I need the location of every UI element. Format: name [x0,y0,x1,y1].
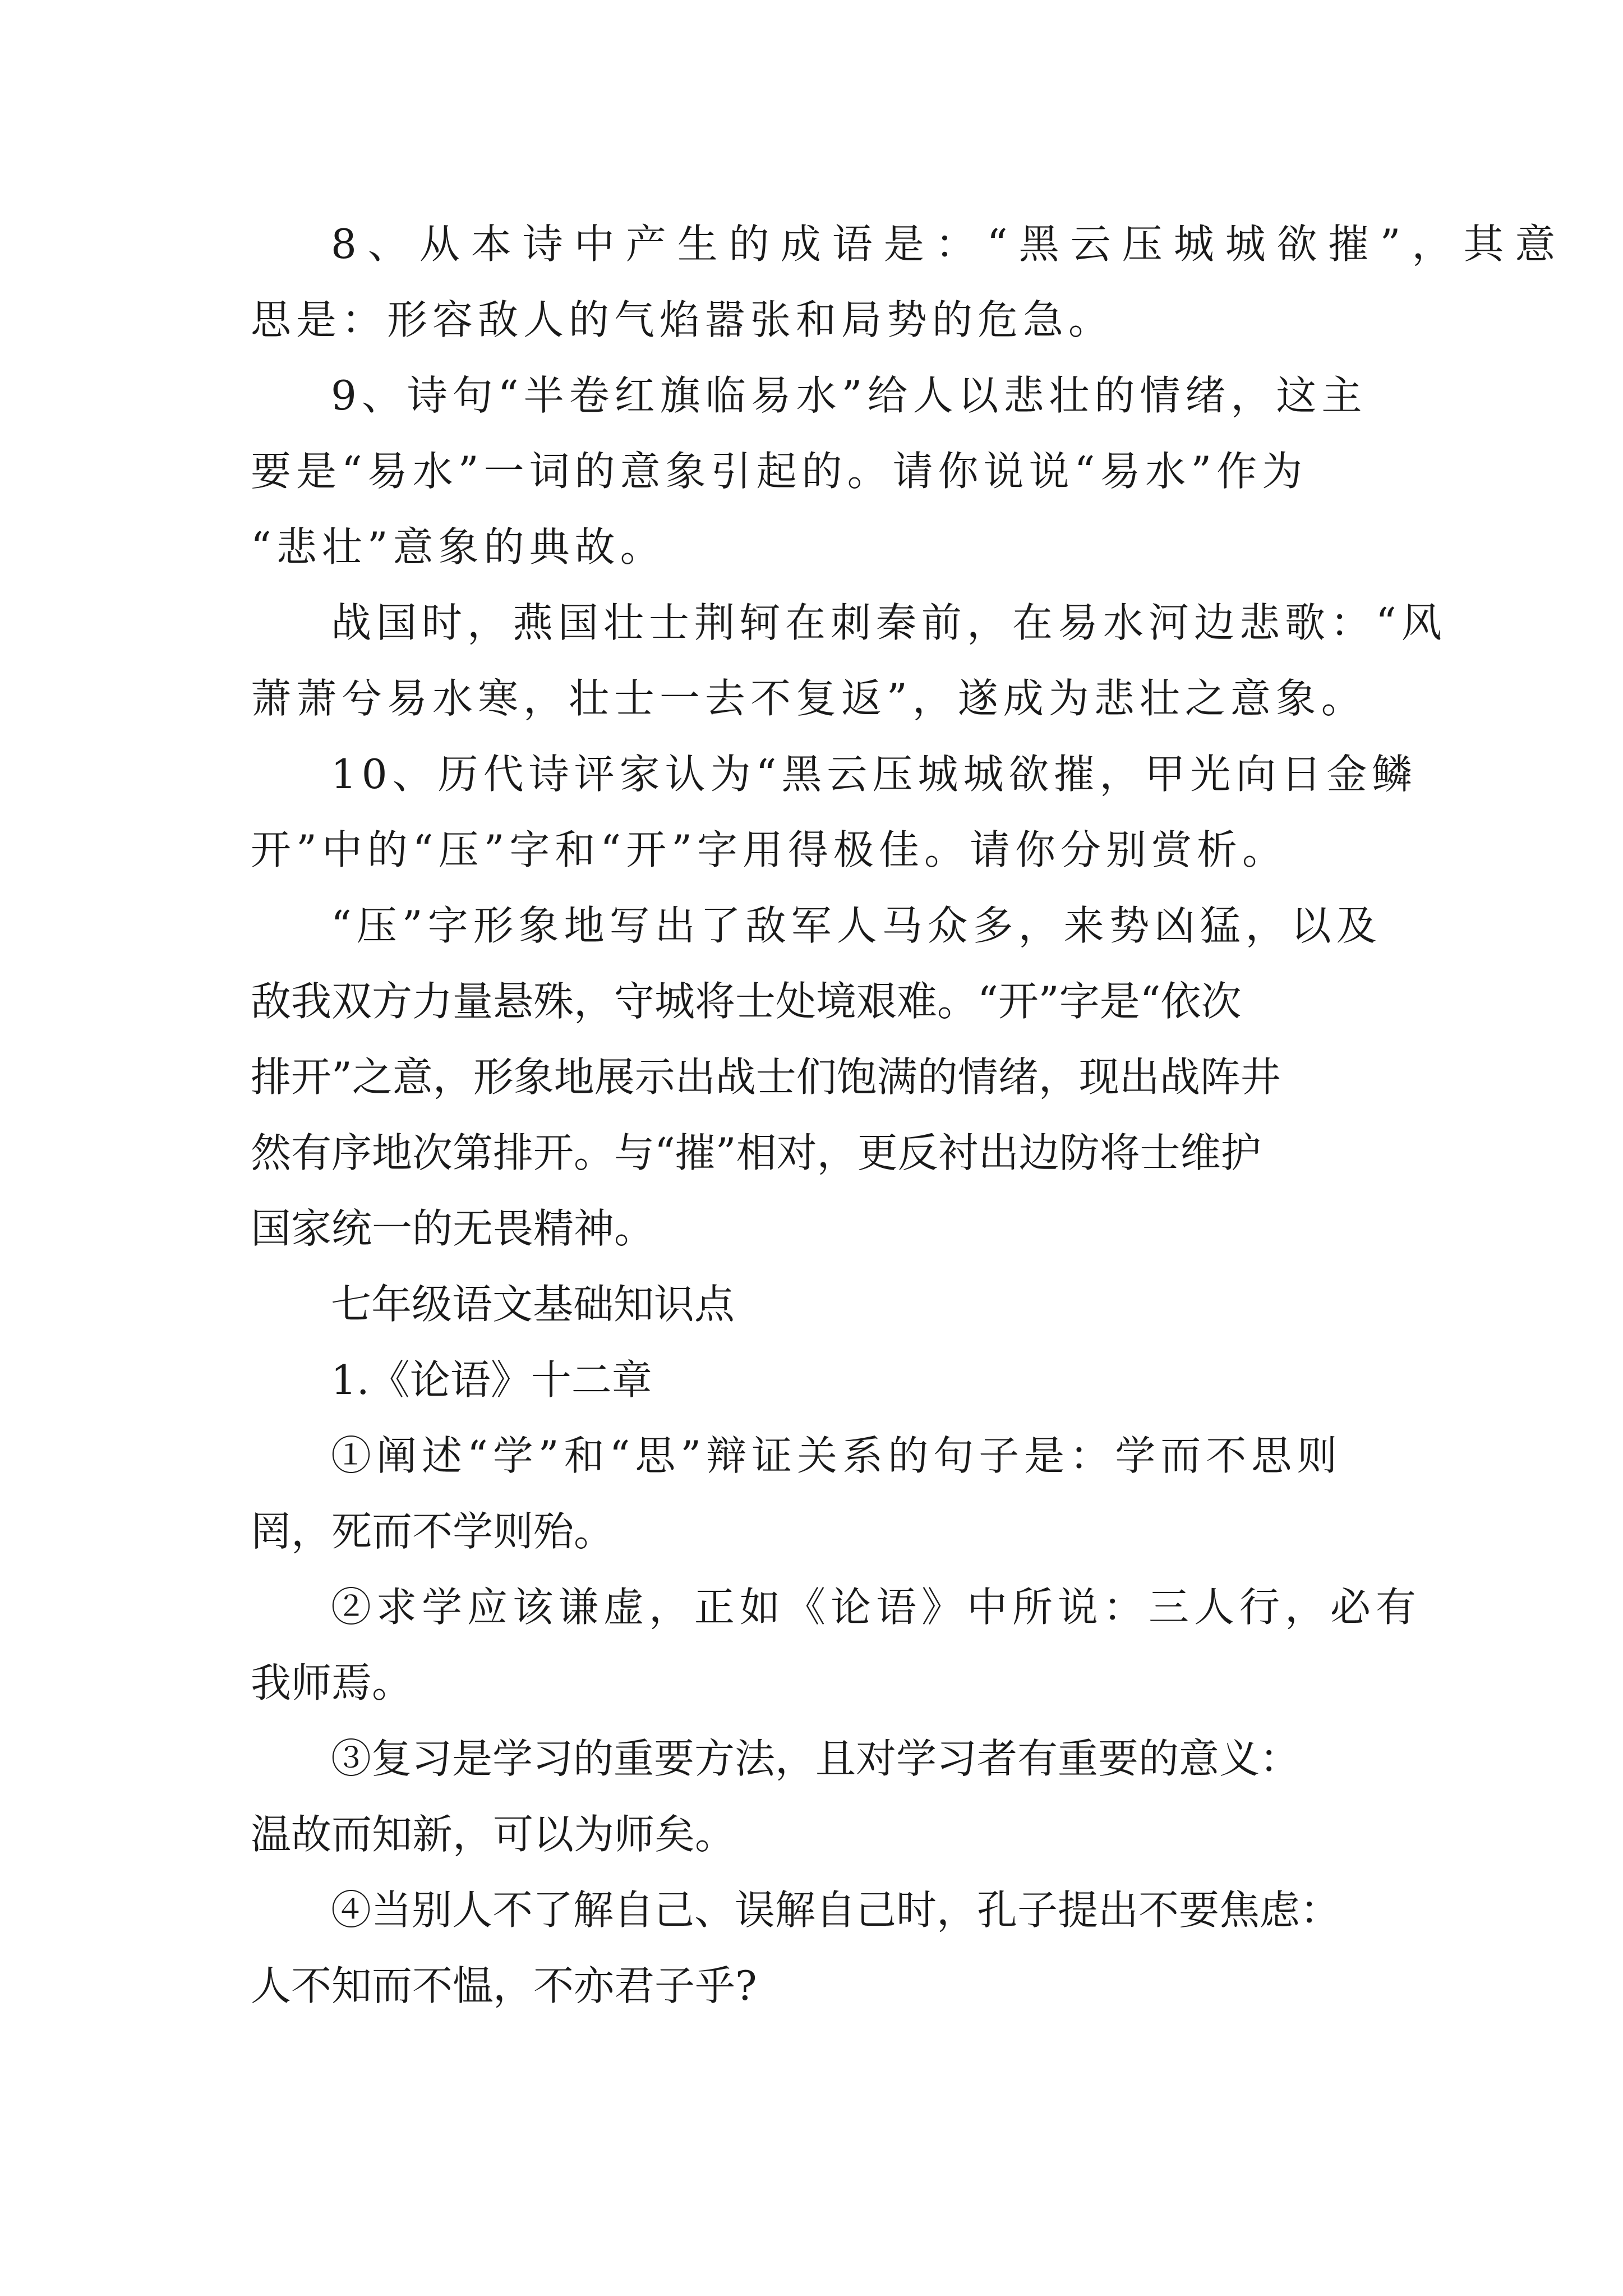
text-line [0,735,1623,813]
text-line [0,1795,1623,1874]
paragraph-a10-line-5: 国家统一的无畏精神。 [251,1205,655,1252]
item-3-line-2: 温故而知新，可以为师矣。 [251,1811,736,1858]
text-line [0,432,1623,510]
section-heading: 七年级语文基础知识点 [331,1281,735,1328]
text-line [0,886,1623,965]
text-line [0,280,1623,359]
item-3-line-1: ③复习是学习的重要方法，且对学习者有重要的意义： [331,1735,1301,1782]
text-line [0,1568,1623,1646]
paragraph-q9-line-1: 9、诗句“半卷红旗临易水”给人以悲壮的情绪，这主 [331,372,1367,419]
paragraph-a10-line-4: 然有序地次第排开。与“摧”相对，更反衬出边防将士维护 [251,1129,1261,1176]
text-line [0,1265,1623,1343]
item-1-line-2: 罔，死而不学则殆。 [251,1508,615,1555]
text-line [0,811,1623,889]
item-4-line-2: 人不知而不愠，不亦君子乎? [251,1962,757,2009]
paragraph-a10-line-2: 敌我双方力量悬殊，守城将士处境艰难。“开”字是“依次 [251,978,1242,1025]
paragraph-a10-line-3: 排开”之意，形象地展示出战士们饱满的情绪，现出战阵井 [251,1053,1281,1101]
paragraph-a9-line-1: 战国时，燕国壮士荆轲在刺秦前，在易水河边悲歌：“风 [331,599,1447,646]
text-line [0,659,1623,738]
item-2-line-1: ②求学应该谦虚，正如《论语》中所说：三人行，必有 [331,1584,1422,1631]
paragraph-q8-line-2: 思是：形容敌人的气焰嚣张和局势的危急。 [251,296,1114,343]
paragraph-a9-line-2: 萧萧兮易水寒，壮士一去不复返”，遂成为悲壮之意象。 [251,675,1367,722]
text-line [0,205,1623,283]
text-line [0,1871,1623,1949]
text-line [0,1189,1623,1268]
text-line [0,1644,1623,1722]
text-line [0,962,1623,1041]
paragraph-q9-line-3: “悲壮”意象的典故。 [251,523,666,570]
subsection-heading: 1.《论语》十二章 [331,1356,652,1404]
text-line [0,583,1623,662]
item-1-line-1: ①阐述“学”和“思”辩证关系的句子是：学而不思则 [331,1432,1343,1479]
text-line [0,1038,1623,1116]
text-line [0,1416,1623,1495]
paragraph-q8-line-1: 8、从本诗中产生的成语是：“黑云压城城欲摧”，其意 [331,220,1567,268]
paragraph-q9-line-2: 要是“易水”一词的意象引起的。请你说说“易水”作为 [251,448,1308,495]
paragraph-q10-line-1: 10、历代诗评家认为“黑云压城城欲摧，甲光向日金鳞 [331,751,1418,798]
text-line [0,508,1623,586]
item-2-line-2: 我师焉。 [251,1659,413,1706]
text-line [0,1719,1623,1798]
item-4-line-1: ④当别人不了解自己、误解自己时，孔子提出不要焦虑： [331,1887,1341,1934]
text-line [0,1492,1623,1571]
text-line [0,1341,1623,1419]
text-line [0,1947,1623,2025]
paragraph-a10-line-1: “压”字形象地写出了敌军人马众多，来势凶猛，以及 [331,902,1382,949]
paragraph-q10-line-2: 开”中的“压”字和“开”字用得极佳。请你分别赏析。 [251,826,1288,873]
text-line [0,356,1623,435]
text-line [0,1114,1623,1192]
